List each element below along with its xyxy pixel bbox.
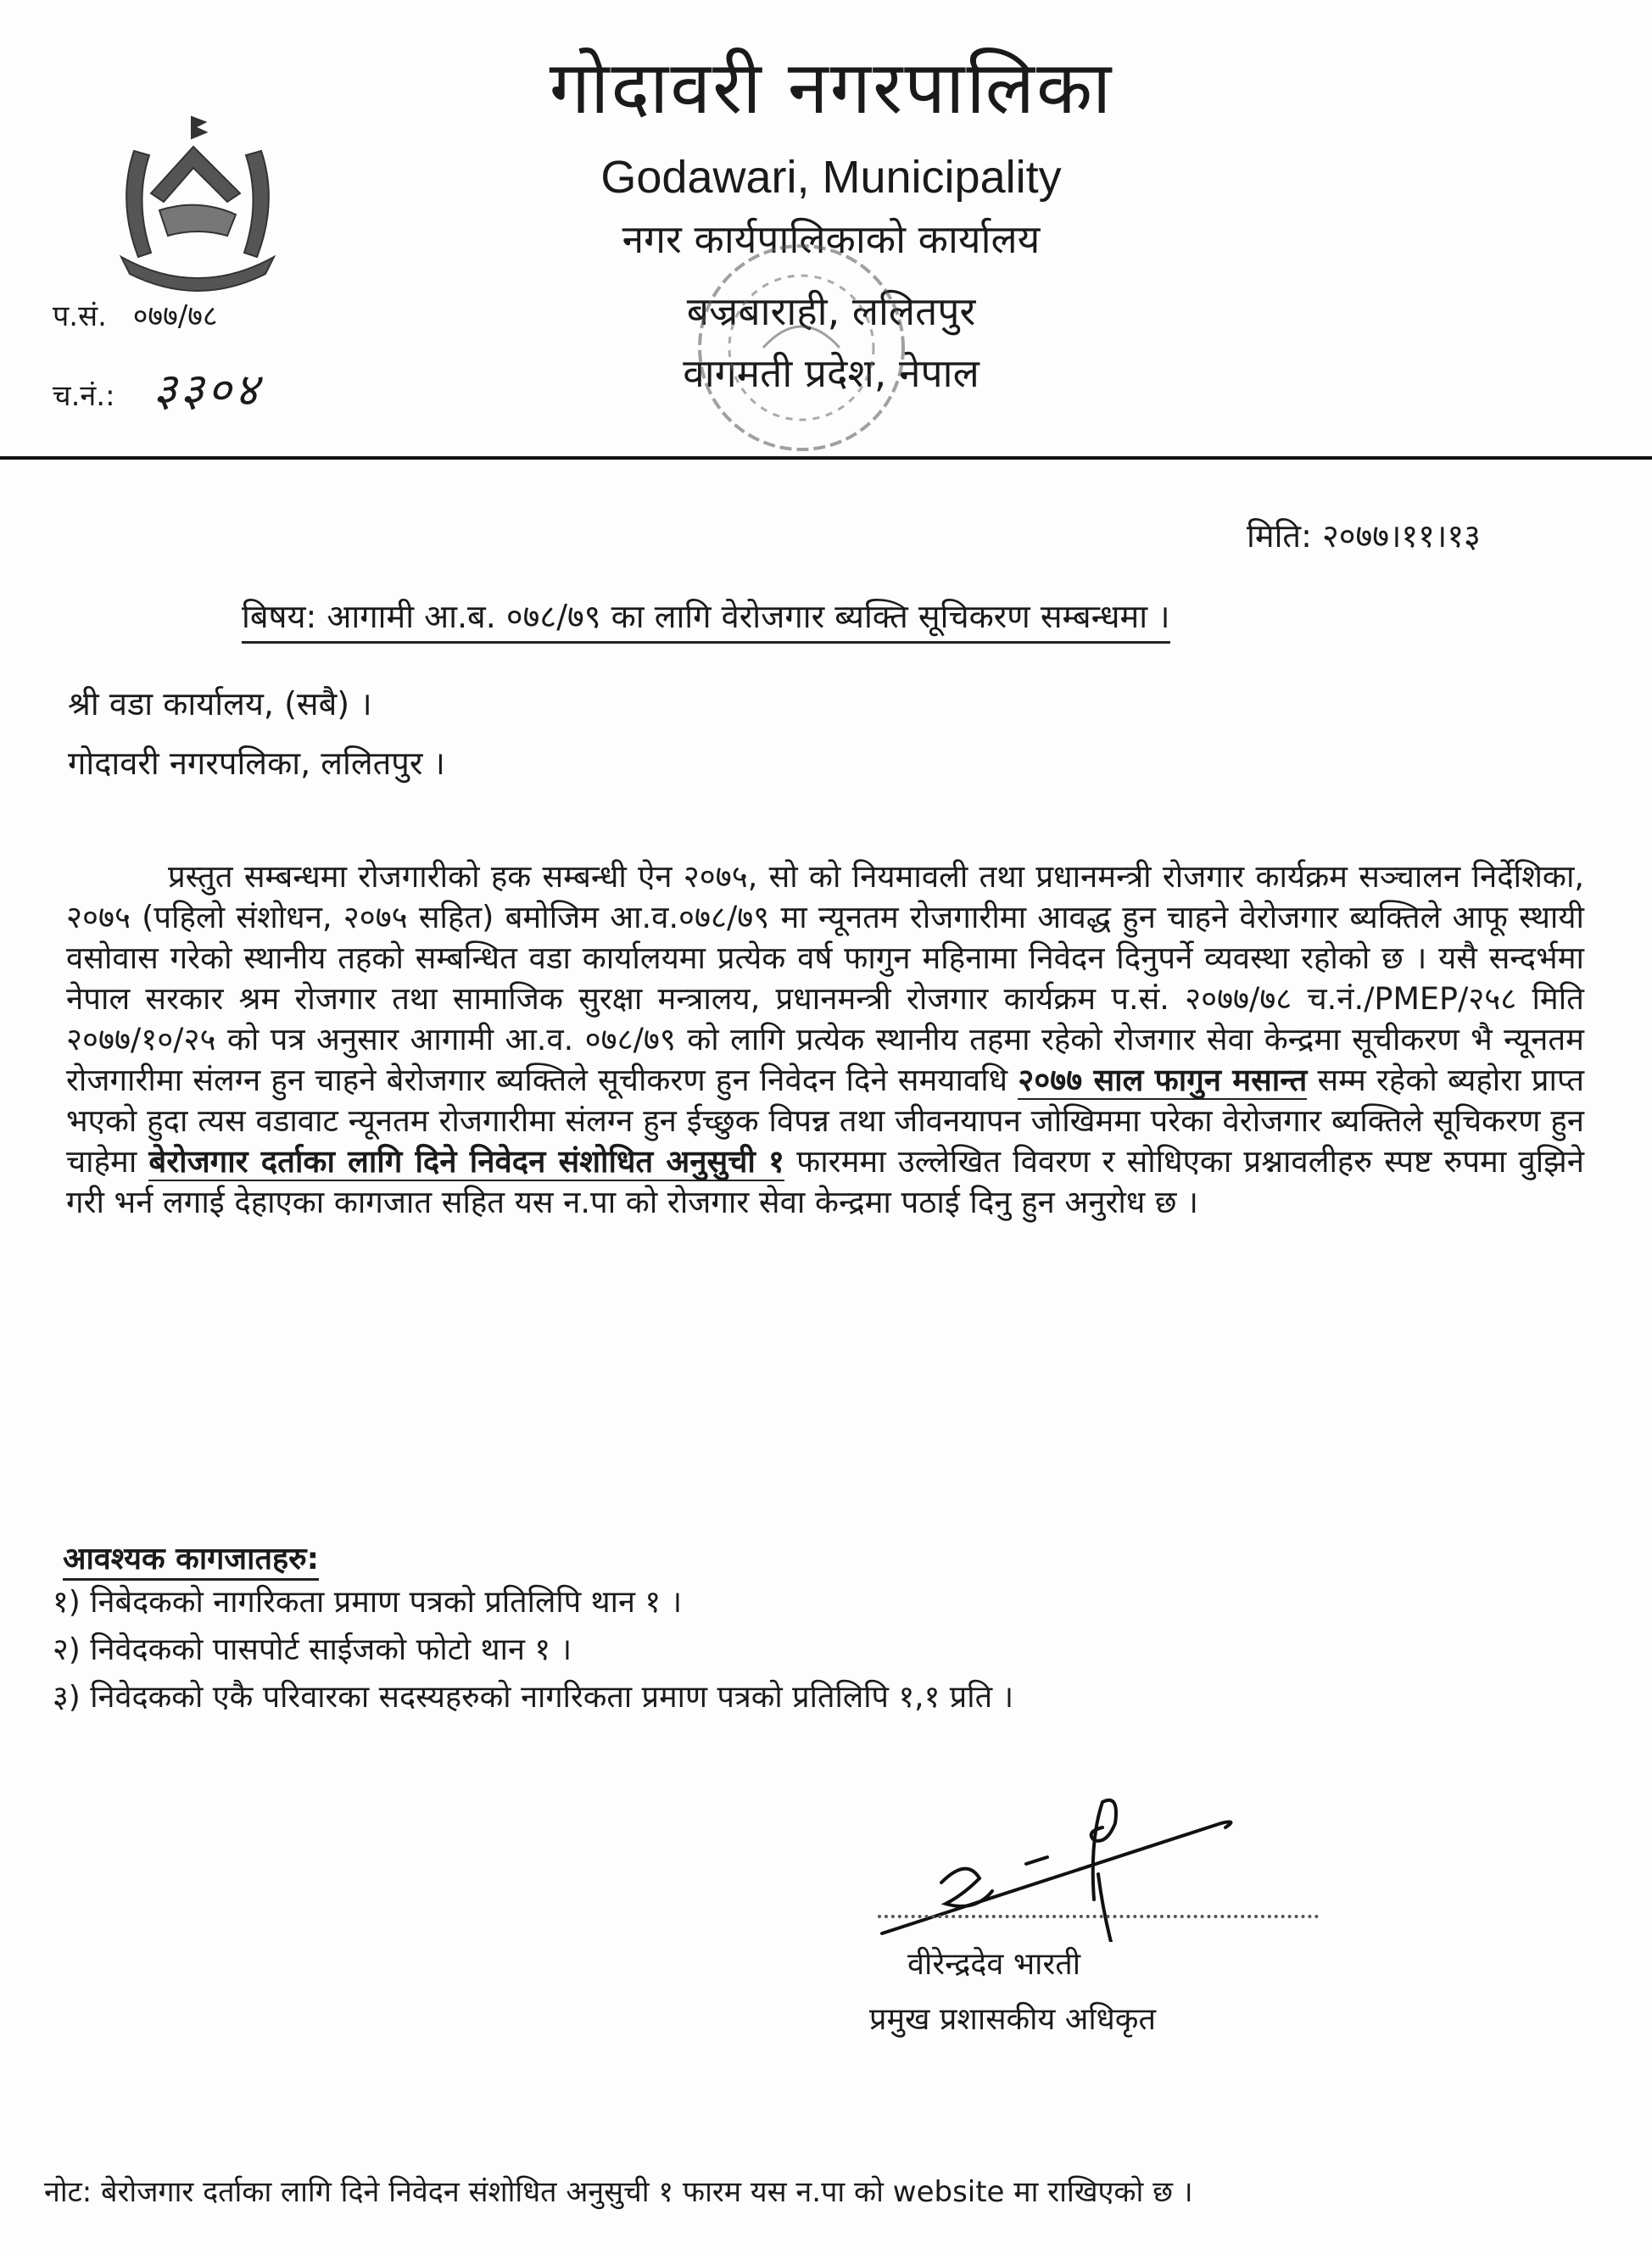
letter-date: मिति: २०७७।११।१३	[1247, 517, 1481, 555]
municipality-name-english: Godawari, Municipality	[600, 152, 1062, 203]
document-item: २) निवेदकको पासपोर्ट साईजको फोटो थान १ ।	[53, 1632, 572, 1667]
municipality-name-nepali: गोदावरी नगरपालिका	[549, 46, 1113, 131]
addressee-line-2: गोदावरी नगरपलिका, ललितपुर ।	[68, 745, 445, 782]
fiscal-value: ०७७/७८	[132, 299, 218, 333]
signatory-title: प्रमुख प्रशासकीय अधिकृत	[869, 2002, 1156, 2037]
body-part-1: प्रस्तुत सम्बन्धमा रोजगारीको हक सम्बन्धी ऐन २०७५, सो को नियमावली तथा प्रधानमन्त्री रोजगार कार्यक्रम सञ्चालन निर्देशिका, २०७५ (पहिलो संशोधन, २०७५ सहित) बमोजिम आ.व.०७८/७९ मा न्यूनतम रोजगारीमा आवद्ध हुन चाहने वेरोजगार ब्यक्तिले आफू स्थायी वसोवास गरेको स्थानीय तहको सम्बन्धित वडा कार्यालयमा प्रत्येक वर्ष फागुन महिनामा निवेदन दिनुपर्ने व्यवस्था रहोको छ । यसै सन्दर्भमा नेपाल सरकार श्रम रोजगार तथा सामाजिक सुरक्षा मन्त्रालय, प्रधानमन्त्री रोजगार कार्यक्रम प.सं. २०७७/७८ च.नं./PMEP/२५८ मिति २०७७/१०/२५ को पत्र अनुसार आगामी आ.व. ०७८/७९ को लागि प्रत्येक स्थानीय तहमा रहेको रोजगार सेवा केन्द्रमा सूचीकरण भै न्यूनतम रोजगारीमा संलग्न हुन चाहने बेरोजगार ब्यक्तिले सूचीकरण हुन निवेदन दिने समयावधि	[66, 858, 1584, 1098]
required-documents-list	[53, 1579, 1013, 1721]
office-location: बज्रबाराही, ललितपुर	[686, 288, 976, 334]
header-divider	[0, 456, 1652, 460]
office-name: नगर कार्यपालिकाको कार्यालय	[622, 216, 1041, 262]
deadline-highlight: २०७७ साल फागुन मसान्त	[1018, 1062, 1308, 1098]
fiscal-reference	[53, 295, 218, 334]
footer-note: नोट: बेरोजगार दर्ताका लागि दिने निवेदन संशोधित अनुसुची १ फारम यस न.पा को website मा राखिएको छ ।	[44, 2175, 1193, 2209]
signature-line	[878, 1915, 1319, 1918]
letter-body	[66, 856, 1584, 1223]
signatory-name: वीरेन्द्रदेव भारती	[907, 1947, 1081, 1982]
dispatch-label: च.नं.:	[53, 379, 115, 413]
nepal-coat-of-arms-icon	[100, 100, 295, 299]
body-part-2: सम्म रहेको ब्यहोरा प्राप्त भएको हुदा त्यस वडावाट न्यूनतम रोजगारीमा संलग्न हुन ईच्छुक विपन्न तथा जीवनयापन जोखिममा परेका वेरोजगार ब्यक्तिले सूचिकरण हुन चाहेमा	[66, 1062, 1585, 1180]
addressee-line-1: श्री वडा कार्यालय, (सबै) ।	[68, 685, 372, 723]
document-item: ३) निवेदकको एकै परिवारका सदस्यहरुको नागरिकता प्रमाण पत्रको प्रतिलिपि १,१ प्रति ।	[53, 1680, 1014, 1715]
required-documents-heading: आवश्यक कागजातहरु:	[63, 1537, 319, 1581]
handwritten-signature-icon	[848, 1789, 1374, 1942]
office-province: वागमती प्रदेश, नेपाल	[683, 350, 979, 396]
office-seal-stamp-icon	[661, 220, 941, 475]
document-item: १) निबेदकको नागरिकता प्रमाण पत्रको प्रतिलिपि थान १ ।	[53, 1585, 683, 1620]
dispatch-number: ३३०४	[153, 363, 262, 416]
form-highlight: बेरोजगार दर्ताका लागि दिने निवेदन संशोधित अनुसुची १	[148, 1143, 784, 1180]
fiscal-label: प.सं.	[53, 299, 107, 333]
body-part-3: फारममा उल्लेखित विवरण र सोधिएका प्रश्नावलीहरु स्पष्ट रुपमा वुझिने गरी भर्न लगाई देहाएका कागजात सहित यस न.पा को रोजगार सेवा केन्द्रमा पठाई दिनु हुन अनुरोध छ ।	[66, 1143, 1584, 1220]
dispatch-reference	[53, 356, 262, 419]
letter-subject: बिषय: आगामी आ.ब. ०७८/७९ का लागि वेरोजगार ब्यक्ति सूचिकरण सम्बन्धमा ।	[242, 594, 1170, 644]
